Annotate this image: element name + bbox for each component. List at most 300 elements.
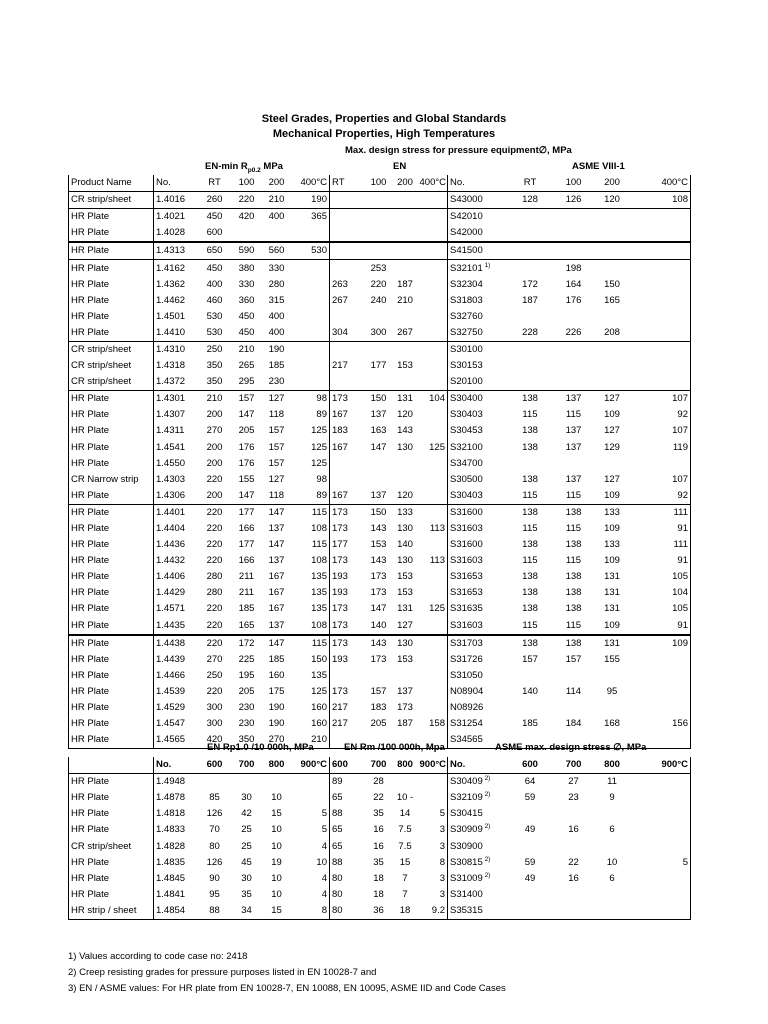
table-cell: S34700	[450, 457, 483, 469]
table-cell: 280	[206, 571, 223, 583]
table-cell	[365, 456, 393, 472]
table-cell: 190	[268, 343, 285, 355]
table-cell: 127	[604, 393, 620, 405]
table-cell	[512, 838, 549, 854]
table-cell: 190	[268, 702, 285, 714]
table-cell: 3	[418, 822, 448, 838]
table-cell: 11	[607, 776, 617, 788]
table-cell	[330, 209, 365, 226]
product-name-cell: HR Plate	[69, 423, 154, 439]
table-cell: 25	[241, 824, 252, 836]
table-cell: 380	[238, 262, 255, 274]
footnote-2: 2) Creep resisting grades for pressure purposes listed in EN 10028-7 and	[68, 967, 377, 978]
table-cell: 125	[292, 423, 330, 439]
table-cell: 88	[332, 808, 343, 820]
table-cell	[418, 618, 448, 635]
table-cell: 1.4541	[156, 441, 186, 453]
table-cell: 350	[232, 732, 262, 749]
table-cell: 1.4854	[154, 903, 198, 920]
table-cell: 130	[397, 637, 413, 649]
table-cell: 88	[332, 856, 343, 868]
table-cell: S30500	[450, 473, 483, 485]
table-row	[69, 806, 691, 822]
table-cell	[232, 225, 262, 242]
table-cell: 176	[238, 441, 255, 453]
table-cell: 65	[332, 792, 343, 804]
product-name-cell: HR Plate	[69, 242, 154, 260]
table-cell: S31703	[450, 637, 483, 649]
product-name-cell: HR Plate	[69, 732, 154, 749]
table-cell	[418, 192, 448, 209]
table-cell: 193	[332, 571, 348, 583]
table-cell	[418, 325, 448, 342]
table-cell: 104	[626, 585, 691, 601]
table-cell: 280	[206, 587, 223, 599]
table-cell: 176	[565, 294, 582, 306]
table-cell	[512, 700, 549, 716]
table-cell: 49	[524, 872, 536, 884]
table-row	[69, 209, 691, 226]
column-header: 600	[330, 757, 365, 774]
table-cell: 98	[292, 391, 330, 408]
table-cell: 600	[198, 225, 232, 242]
table-cell: 187	[397, 718, 413, 730]
table-cell: 263	[332, 278, 348, 290]
table-cell: 10	[271, 888, 282, 900]
table-row	[69, 325, 691, 342]
table-cell: 135	[292, 668, 330, 684]
column-header: 900°C	[418, 757, 448, 774]
table-cell: 137	[565, 393, 582, 405]
table-cell	[418, 700, 448, 716]
table-cell: 173	[332, 523, 348, 535]
table-cell: 220	[232, 192, 262, 209]
table-cell	[365, 242, 393, 260]
table-cell: 137	[365, 488, 393, 505]
table-cell	[599, 309, 626, 325]
table-cell: S30100	[450, 343, 483, 355]
table-cell: 330	[238, 278, 255, 290]
column-header-row	[69, 757, 691, 774]
table-cell: 220	[206, 506, 223, 518]
table-cell: 4	[292, 838, 330, 854]
table-cell: 140	[397, 539, 413, 551]
table-cell: 173	[332, 555, 348, 567]
product-name-cell: HR Plate	[69, 635, 154, 652]
table-row	[69, 838, 691, 854]
table-cell	[599, 358, 626, 374]
table-cell: 15	[399, 856, 411, 868]
product-name-cell: HR Plate	[69, 440, 154, 456]
table-cell	[418, 668, 448, 684]
footnote-mark: 2)	[482, 774, 491, 782]
table-cell: 190	[268, 718, 285, 730]
table-cell: 4	[292, 871, 330, 887]
table-cell: 158	[418, 716, 448, 732]
table-cell: 109	[599, 488, 626, 505]
table-cell: 147	[238, 409, 255, 421]
column-header: No.	[154, 175, 198, 192]
table-cell	[365, 341, 393, 358]
table-cell: 16	[373, 840, 384, 852]
table-cell: 184	[565, 718, 582, 730]
table-cell: 8	[418, 855, 448, 871]
table-cell	[626, 838, 691, 854]
product-name-cell: HR Plate	[69, 855, 154, 871]
product-name-cell: HR Plate	[69, 225, 154, 242]
table-row	[69, 225, 691, 242]
table-cell: 115	[549, 488, 599, 505]
table-cell: 183	[332, 425, 348, 437]
table-cell: 137	[370, 409, 387, 421]
en-rm-label: EN Rm /100 000h, Mpa	[344, 742, 445, 753]
table-cell: 1.4021	[156, 211, 186, 223]
column-header: 700	[232, 757, 262, 774]
column-header: 200	[393, 175, 418, 192]
table-cell: 167	[268, 571, 285, 583]
table-cell: 1.4410	[154, 325, 198, 342]
table-cell: 156	[626, 716, 691, 732]
table-cell: 135	[292, 569, 330, 585]
table-cell: 64	[524, 776, 536, 788]
table-cell	[549, 242, 599, 260]
table-cell: 138	[522, 506, 538, 518]
table-cell: 113	[418, 553, 448, 569]
table-cell: 205	[238, 685, 255, 697]
product-name-cell: HR Plate	[69, 309, 154, 325]
table-cell: 138	[565, 506, 582, 518]
product-name-cell: HR Plate	[69, 277, 154, 293]
table-cell: 130	[397, 523, 413, 535]
table-cell	[330, 225, 365, 242]
column-header: 700	[549, 757, 599, 774]
table-cell: 450	[206, 262, 223, 274]
table-cell: 147	[268, 539, 285, 551]
table-cell	[626, 242, 691, 260]
table-cell: 1.4311	[156, 425, 185, 437]
table-cell	[418, 504, 448, 521]
table-cell: 130	[397, 441, 413, 453]
table-cell	[418, 635, 448, 652]
table-cell: 109	[604, 409, 620, 421]
table-cell: 1.4028	[154, 225, 198, 242]
table-cell: 168	[604, 718, 620, 730]
section2-header-row1	[68, 740, 690, 757]
table-cell	[549, 341, 599, 358]
table-cell: 95	[209, 888, 220, 900]
table-cell: S32760	[450, 310, 483, 322]
table-cell	[393, 209, 418, 226]
product-name-cell: CR strip/sheet	[69, 358, 154, 374]
table-cell: 420	[238, 211, 255, 223]
table-cell: 155	[238, 473, 255, 485]
table-cell: 138	[565, 587, 582, 599]
table-cell: 16	[568, 824, 579, 836]
table-cell: 127	[268, 393, 285, 405]
table-cell: 228	[512, 325, 549, 342]
table-cell	[626, 668, 691, 684]
table-cell: 157	[522, 653, 538, 665]
table-cell	[418, 456, 448, 472]
table-cell	[393, 774, 418, 791]
table-cell: 226	[549, 325, 599, 342]
table-cell: 107	[626, 472, 691, 488]
table-cell: 98	[292, 472, 330, 488]
column-header: 800	[262, 757, 292, 774]
table-cell: S31653	[450, 571, 483, 583]
table-cell: 173	[332, 393, 348, 405]
table-cell: 7	[402, 888, 408, 900]
table-cell: 1.4436	[156, 539, 186, 551]
table-cell: 220	[206, 685, 223, 697]
table-cell: S34565	[448, 732, 512, 749]
table-cell	[418, 242, 448, 260]
table-row	[69, 423, 691, 439]
table-cell	[393, 242, 418, 260]
table-cell: 450	[238, 310, 255, 322]
table-cell: 150	[604, 278, 620, 290]
table-row	[69, 553, 691, 569]
table-cell: 115	[522, 523, 538, 535]
table-cell: 173	[330, 618, 365, 635]
table-cell: 365	[292, 209, 330, 226]
table-cell: 22	[373, 792, 384, 804]
table-cell	[599, 225, 626, 242]
table-cell	[393, 192, 418, 209]
table-cell: 115	[549, 618, 599, 635]
table-cell: 109	[599, 618, 626, 635]
title-line-1: Steel Grades, Properties and Global Standards	[261, 113, 507, 125]
table-cell: 125	[418, 440, 448, 456]
footnote-mark: 2)	[482, 871, 491, 879]
table-cell: 120	[397, 409, 413, 421]
table-cell	[418, 537, 448, 553]
table-cell: 1.4310	[156, 343, 186, 355]
table-cell	[330, 242, 365, 260]
table-cell: 1.4571	[156, 603, 186, 615]
section1-header-row2	[68, 159, 690, 176]
footnote-mark: 2)	[482, 791, 491, 799]
table-cell: 157	[370, 685, 387, 697]
column-header: 700	[365, 757, 393, 774]
table-cell: 650	[198, 242, 232, 260]
table-cell	[365, 309, 393, 325]
table-cell: 167	[330, 488, 365, 505]
table-cell: 138	[565, 539, 582, 551]
table-cell: S35315	[448, 903, 512, 920]
table-cell: 220	[206, 637, 223, 649]
table-cell	[626, 277, 691, 293]
table-cell: 14	[399, 808, 411, 820]
product-name-cell: HR Plate	[69, 553, 154, 569]
table-cell	[418, 358, 448, 374]
product-name-cell: HR Plate	[69, 887, 154, 903]
table-cell: 91	[626, 553, 691, 569]
table-cell: 350	[198, 374, 232, 391]
table-cell: 1.4835	[156, 856, 186, 868]
table-cell: 111	[626, 537, 691, 553]
table-cell: 1.4404	[156, 523, 186, 535]
table-cell: 15	[271, 808, 282, 820]
table-cell: 167	[268, 603, 285, 615]
table-row	[69, 601, 691, 617]
table-cell: 270	[206, 653, 223, 665]
table-cell: 304	[330, 325, 365, 342]
table-cell	[292, 790, 330, 806]
column-header	[69, 757, 154, 774]
table-cell: 300	[206, 702, 223, 714]
table-cell	[549, 209, 599, 226]
table-cell: 295	[232, 374, 262, 391]
table-cell: 115	[565, 409, 582, 421]
column-header: RT	[512, 175, 549, 192]
table-cell: 3	[418, 887, 448, 903]
table-cell: 89	[332, 776, 343, 788]
table-row	[69, 521, 691, 537]
table-cell: S32100	[450, 441, 483, 453]
table-row	[69, 887, 691, 903]
table-cell: 220	[198, 618, 232, 635]
table-cell: 85	[209, 792, 220, 804]
table-cell: 138	[522, 587, 538, 599]
table-cell: 89	[292, 488, 330, 505]
table-cell: 140	[365, 618, 393, 635]
table-cell: 138	[522, 571, 538, 583]
table-cell: 108	[292, 521, 330, 537]
footnotes	[68, 949, 506, 997]
table-cell	[418, 260, 448, 277]
column-header-row	[69, 175, 691, 192]
product-name-cell: HR Plate	[69, 407, 154, 423]
table-cell: 173	[332, 603, 348, 615]
table-cell: 108	[292, 553, 330, 569]
table-cell: 9	[609, 792, 615, 804]
column-header: No.	[448, 175, 512, 192]
table-cell	[198, 774, 232, 791]
table-row	[69, 440, 691, 456]
table-cell: 1.4429	[156, 587, 186, 599]
product-name-cell: HR Plate	[69, 684, 154, 700]
table-cell	[626, 790, 691, 806]
table-row	[69, 277, 691, 293]
column-header: RT	[330, 175, 365, 192]
table-cell	[292, 774, 330, 791]
table-cell	[418, 652, 448, 668]
section1-header-row1	[68, 143, 690, 160]
table-row	[69, 504, 691, 521]
table-cell	[549, 456, 599, 472]
table-cell	[549, 374, 599, 391]
table-cell: 10	[292, 855, 330, 871]
table-cell: 172	[522, 278, 538, 290]
table-cell: 10	[271, 872, 282, 884]
table-cell	[626, 903, 691, 920]
table-cell: 59	[524, 856, 536, 868]
table-cell: 115	[292, 504, 330, 521]
table-cell: 125	[418, 601, 448, 617]
table-cell: 3	[418, 871, 448, 887]
table-cell: 138	[522, 539, 538, 551]
table-cell: 267	[332, 294, 348, 306]
table-cell: 45	[241, 856, 252, 868]
column-header: 100	[365, 175, 393, 192]
table-cell: S32101 $^{1)}$	[450, 261, 491, 274]
table-cell: 166	[238, 523, 255, 535]
table-cell: 195	[238, 669, 255, 681]
table-row	[69, 700, 691, 716]
table-cell	[292, 293, 330, 309]
table-cell: 131	[397, 393, 413, 405]
table-cell: 27	[568, 776, 579, 788]
table-cell: 400	[268, 310, 285, 322]
table-cell: 129	[604, 441, 620, 453]
table-cell	[626, 887, 691, 903]
table-cell: 157	[268, 457, 285, 469]
max-design-stress-label: Max. design stress for pressure equipment∅, MPa	[345, 145, 572, 156]
table-cell: 7	[402, 872, 408, 884]
product-name-cell: CR strip/sheet	[69, 838, 154, 854]
table-cell	[599, 341, 626, 358]
table-cell	[626, 260, 691, 277]
table-row	[69, 790, 691, 806]
table-cell	[512, 456, 549, 472]
table-cell: S30403	[450, 409, 483, 421]
table-cell: 143	[397, 425, 413, 437]
table-cell	[599, 838, 626, 854]
table-row	[69, 774, 691, 791]
table-cell: 420	[198, 732, 232, 749]
table-cell: 137	[565, 425, 582, 437]
table-cell: 400	[262, 325, 292, 342]
table-cell: 10	[271, 840, 282, 852]
document-titles	[0, 112, 768, 142]
table-cell: 108	[292, 618, 330, 635]
table-cell: 230	[238, 718, 255, 730]
product-name-cell: CR Narrow strip	[69, 472, 154, 488]
table-row	[69, 488, 691, 505]
column-header: 900°C	[626, 757, 691, 774]
table-row	[69, 341, 691, 358]
table-cell: 217	[332, 360, 348, 372]
table-cell: 350	[206, 360, 223, 372]
table-cell: 193	[332, 587, 348, 599]
table-cell	[418, 209, 448, 226]
table-cell	[512, 668, 549, 684]
column-header: 400°C	[626, 175, 691, 192]
column-header: 600	[512, 757, 549, 774]
table-cell: 138	[522, 393, 538, 405]
table-cell: 138	[522, 473, 538, 485]
table-cell	[626, 684, 691, 700]
table-row	[69, 358, 691, 374]
table-cell	[262, 225, 292, 242]
en-rp-label: EN Rp1.0 /10 000h, MPa	[207, 742, 314, 753]
product-name-cell: HR Plate	[69, 504, 154, 521]
table-cell: S31254	[450, 718, 483, 730]
table-cell: 10	[271, 824, 282, 836]
table-cell: 115	[512, 618, 549, 635]
table-cell	[393, 341, 418, 358]
product-name-cell: HR Plate	[69, 871, 154, 887]
table-cell: 65	[332, 824, 343, 836]
table-cell: S31400	[450, 888, 483, 900]
table-cell	[626, 652, 691, 668]
table-cell	[418, 472, 448, 488]
table-cell	[512, 209, 549, 226]
table-cell: N08904	[450, 685, 484, 697]
table-cell: 200	[206, 457, 223, 469]
table-cell	[330, 668, 365, 684]
